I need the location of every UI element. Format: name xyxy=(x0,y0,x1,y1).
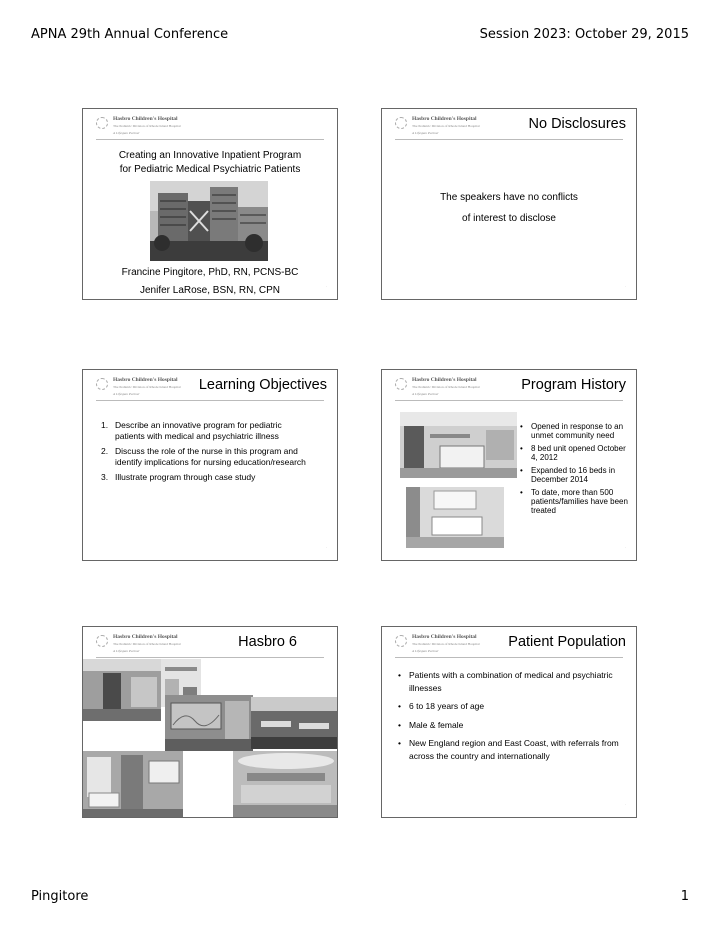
population-list xyxy=(398,669,626,762)
hospital-logo xyxy=(395,377,495,401)
list-item xyxy=(101,472,311,483)
patient-room-photo xyxy=(406,487,504,548)
logo-line3: A Lifespan Partner xyxy=(412,392,439,396)
list-item: • Patients with a combination of medical and psychiatric illnesses xyxy=(398,669,626,694)
slide-number-mark: · xyxy=(624,284,626,289)
hallway-photo xyxy=(83,659,161,721)
sun-icon xyxy=(96,635,108,647)
item-number: 1. xyxy=(101,420,109,430)
sun-icon xyxy=(96,378,108,390)
sun-icon xyxy=(395,117,407,129)
nursing-station-photo xyxy=(233,751,338,818)
disclosure-line2: of interest to disclose xyxy=(462,213,556,224)
slide-number-mark: · xyxy=(624,545,626,550)
logo-line1: Hasbro Children's Hospital xyxy=(412,377,477,383)
slide-2-body xyxy=(382,191,636,226)
item-text: Discuss the role of the nurse in this program and identify implications for nursing education/research xyxy=(115,446,306,467)
hospital-room-photo xyxy=(400,412,517,478)
hospital-logo xyxy=(96,116,196,140)
objectives-list xyxy=(101,420,311,487)
logo-line2: The Pediatric Division of Rhode Island Hospital xyxy=(412,385,480,389)
logo-line2: The Pediatric Division of Rhode Island Hospital xyxy=(113,385,181,389)
sun-icon xyxy=(395,378,407,390)
lounge-photo xyxy=(165,695,253,751)
disclosure-line1: The speakers have no conflicts xyxy=(440,192,578,203)
list-item xyxy=(101,446,311,468)
page-footer-right: 1 xyxy=(680,889,689,904)
bedroom-photo xyxy=(83,751,183,818)
list-item: • 6 to 18 years of age xyxy=(398,700,626,713)
hospital-logo xyxy=(96,377,196,401)
slide-5 xyxy=(82,626,338,818)
hospital-logo xyxy=(395,116,495,140)
logo-line2: The Pediatric Division of Rhode Island Hospital xyxy=(412,642,480,646)
page-header-right: Session 2023: October 29, 2015 xyxy=(479,27,689,42)
slide-6-title: Patient Population xyxy=(508,634,626,650)
list-item: • New England region and East Coast, with referrals from across the country and internationally xyxy=(398,737,626,762)
list-item: • 8 bed unit opened October 4, 2012 xyxy=(520,444,632,462)
slide-number-mark: · xyxy=(325,284,327,289)
logo-line3: A Lifespan Partner xyxy=(113,649,140,653)
item-number: 3. xyxy=(101,472,109,482)
item-number: 2. xyxy=(101,446,109,456)
dining-area-photo xyxy=(251,697,338,749)
list-item xyxy=(101,420,311,442)
slide-rule xyxy=(96,657,324,658)
slide-rule xyxy=(96,400,324,401)
slide-5-title: Hasbro 6 xyxy=(238,634,297,650)
page-footer-left: Pingitore xyxy=(31,889,89,904)
page-header-left: APNA 29th Annual Conference xyxy=(31,27,229,42)
logo-line2: The Pediatric Division of Rhode Island Hospital xyxy=(113,124,181,128)
logo-line2: The Pediatric Division of Rhode Island Hospital xyxy=(412,124,480,128)
slide-1-title xyxy=(83,149,337,177)
history-list xyxy=(520,422,632,515)
hospital-logo xyxy=(96,634,196,658)
slide-4-title: Program History xyxy=(521,377,626,393)
slide-number-mark: · xyxy=(325,545,327,550)
logo-line1: Hasbro Children's Hospital xyxy=(113,634,178,640)
item-text: Describe an innovative program for pediatric patients with medical and psychiatric illness xyxy=(115,420,282,441)
slide-1-title-line1: Creating an Innovative Inpatient Program xyxy=(118,150,302,161)
author-2: Jenifer LaRose, BSN, RN, CPN xyxy=(139,285,281,296)
hospital-building-photo xyxy=(150,181,268,261)
list-item: • Opened in response to an unmet community need xyxy=(520,422,632,440)
slide-3-title: Learning Objectives xyxy=(198,377,327,393)
slide-6 xyxy=(381,626,637,818)
logo-line3: A Lifespan Partner xyxy=(113,392,140,396)
slide-4 xyxy=(381,369,637,561)
logo-line2: The Pediatric Division of Rhode Island Hospital xyxy=(113,642,181,646)
logo-line3: A Lifespan Partner xyxy=(412,131,439,135)
sun-icon xyxy=(96,117,108,129)
hospital-logo xyxy=(395,634,495,658)
item-text: Illustrate program through case study xyxy=(115,472,256,482)
slide-2-title: No Disclosures xyxy=(528,116,626,132)
logo-line1: Hasbro Children's Hospital xyxy=(113,377,178,383)
logo-line1: Hasbro Children's Hospital xyxy=(412,634,477,640)
logo-line1: Hasbro Children's Hospital xyxy=(113,116,178,122)
slide-1-title-line2: for Pediatric Medical Psychiatric Patients xyxy=(119,164,301,175)
logo-line1: Hasbro Children's Hospital xyxy=(412,116,477,122)
list-item: • Expanded to 16 beds in December 2014 xyxy=(520,466,632,484)
logo-line3: A Lifespan Partner xyxy=(412,649,439,653)
slide-2 xyxy=(381,108,637,300)
slide-number-mark: · xyxy=(624,802,626,807)
slide-rule xyxy=(96,139,324,140)
sun-icon xyxy=(395,635,407,647)
slide-rule xyxy=(395,400,623,401)
slide-rule xyxy=(395,657,623,658)
slide-3 xyxy=(82,369,338,561)
author-1: Francine Pingitore, PhD, RN, PCNS-BC xyxy=(121,267,299,278)
slide-1 xyxy=(82,108,338,300)
list-item: • Male & female xyxy=(398,719,626,732)
list-item: • To date, more than 500 patients/families have been treated xyxy=(520,488,632,515)
slide-rule xyxy=(395,139,623,140)
logo-line3: A Lifespan Partner xyxy=(113,131,140,135)
slide-1-authors xyxy=(83,266,337,298)
